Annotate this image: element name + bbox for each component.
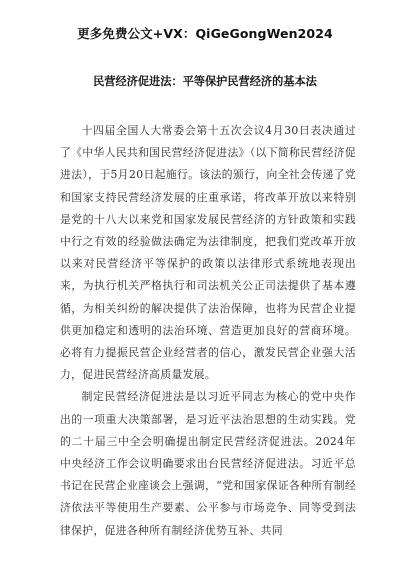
paragraph-2: 制定民营经济促进法是以习近平同志为核心的党中央作出的一项重大决策部署，是习近平法治思想的生动实践。党的二十届三中全会明确提出制定民营经济促进法。2024年中央经济工作会议明确要求出台民营经济促进法。习近平总书记在民营企业座谈会上强调，“党和国家保证各种所有制经济依法平等使用生产要素、公平参与市场竞争、同等受到法律保护，促进各种所有制经济优势互补、共同 xyxy=(60,390,356,537)
document-body xyxy=(60,120,356,542)
promo-banner-text: 更多免费公文+VX：QiGeGongWen2024 xyxy=(77,26,333,41)
document-title: 民营经济促进法：平等保护民营经济的基本法 xyxy=(93,75,317,88)
paragraph-1: 十四届全国人大常委会第十五次会议4月30日表决通过了《中华人民共和国民营经济促进法》（以下简称民营经济促进法），于5月20日起施行。该法的颁行，向全社会传递了党和国家支持民营经济发展的庄重承诺，将改革开放以来特别是党的十八大以来党和国家发展民营经济的方针政策和实践中行之有效的经验做法确定为法律制度，把我们党改革开放以来对民营经济平等保护的政策以法律形式系统地表现出来，为执行机关严格执行和司法机关公正司法提供了基本遵循，为相关纠纷的解决提供了法治保障，也将为民营企业提供更加稳定和透明的法治环境、营造更加良好的营商环境。必将有力提振民营企业经营者的信心，激发民营企业强大活力，促进民营经济高质量发展。 xyxy=(60,124,356,382)
